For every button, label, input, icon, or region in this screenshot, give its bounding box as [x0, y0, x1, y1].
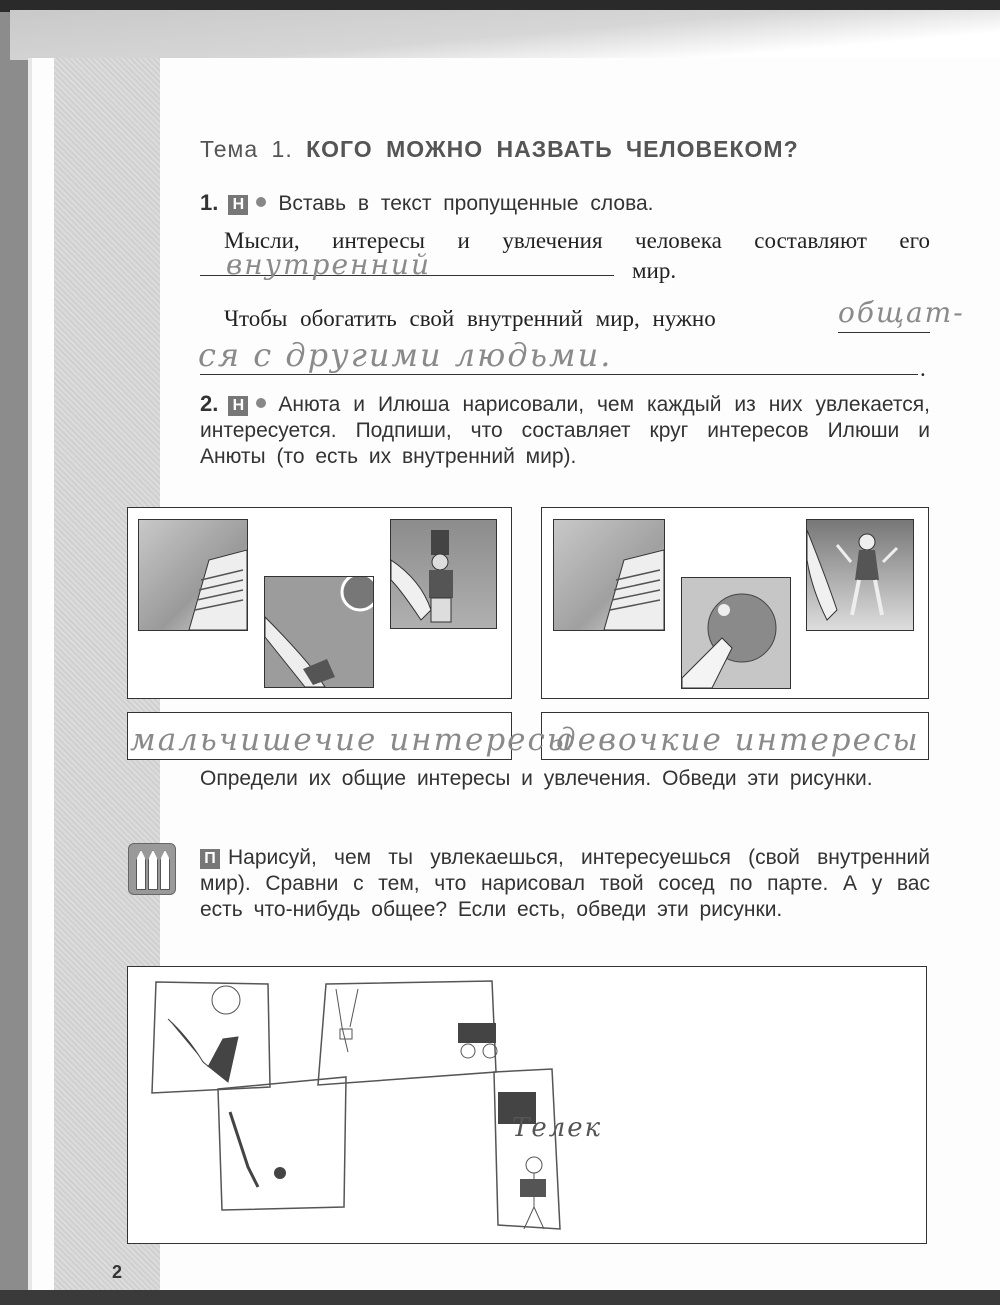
title-prefix: Тема 1.: [200, 136, 293, 162]
sketch-person-icon: [520, 1157, 546, 1229]
task2-instruction: Анюта и Илюша нарисовали, чем каждый из них увлекается, интересуется. Подпиши, что составляет круг интересов Илюши и Анюты (то есть их внутренний мир).: [200, 393, 930, 468]
task1-sentence2: Чтобы обогатить свой внутренний мир, нужно: [224, 306, 716, 331]
task1-answer1: внутренний: [226, 248, 431, 281]
task1-sentence2-end: .: [920, 356, 926, 381]
scan-edge-bottom: [0, 1290, 1000, 1305]
child-drawing-sketch: [128, 967, 926, 1243]
drawing-tv-label: Телек: [512, 1113, 603, 1143]
dancing-doll-picture: [806, 519, 914, 631]
ilyusha-pictures-frame: [127, 507, 512, 699]
task3-instruction: Нарисуй, чем ты увлекаешься, интересуешься (свой внутренний мир). Сравни с тем, что нарисовал твой сосед по парте. А у вас есть что-нибудь общее? Если есть, обведи эти рисунки.: [200, 846, 930, 921]
task1-number: 1.: [200, 190, 219, 215]
sketch-soccer-ball-icon: [212, 986, 240, 1014]
task2-followup: Определи их общие интересы и увлечения. Обведи эти рисунки.: [200, 767, 873, 790]
task1-header: [200, 190, 654, 216]
scan-page-fold: [10, 10, 1000, 60]
toy-soldier-picture: [390, 519, 497, 629]
task1-instruction: Вставь в текст пропущенные слова.: [278, 192, 654, 215]
reading-book-picture: [553, 519, 665, 631]
anyuta-label-answer: девочкие интересы: [556, 722, 920, 758]
bullet-icon: [256, 197, 266, 207]
pencils-icon: [128, 843, 176, 895]
doll-icon: [807, 520, 913, 630]
task3-block: [200, 845, 930, 923]
sketch-hockey-icon: [230, 1112, 286, 1187]
task1-answer2-line1: общат-: [838, 296, 965, 329]
task2-badge: Н: [228, 396, 248, 416]
book-icon: [554, 520, 664, 630]
title-text: КОГО МОЖНО НАЗВАТЬ ЧЕЛОВЕКОМ?: [306, 136, 799, 162]
ilyusha-label-answer: мальчишечие интересы: [130, 722, 575, 758]
soccer-ball-icon: [265, 577, 373, 687]
task2-number: 2.: [200, 391, 219, 416]
task1-badge: Н: [228, 195, 248, 215]
task1-blank2b[interactable]: [200, 374, 918, 375]
sketch-hand-icon: [336, 989, 358, 1052]
toy-soldier-icon: [391, 520, 496, 628]
beach-ball-icon: [682, 578, 790, 688]
ball-picture: [681, 577, 791, 689]
task2-block: [200, 391, 930, 470]
anyuta-pictures-frame: [541, 507, 929, 699]
drawing-area[interactable]: [127, 966, 927, 1244]
sketch-boot-icon: [168, 1019, 238, 1082]
task1-answer2-line2: ся с другими людьми.: [198, 336, 613, 374]
book-icon: [139, 520, 247, 630]
football-picture: [264, 576, 374, 688]
task1-blank2a[interactable]: [838, 332, 930, 333]
bullet-icon: [256, 398, 266, 408]
task1-sentence1-end: мир.: [632, 258, 677, 283]
page-title: [200, 136, 799, 163]
sketch-car-icon: [458, 1023, 497, 1058]
task3-badge: П: [200, 849, 220, 869]
task1-sentence1: Мысли, интересы и увлечения человека составляют его: [224, 228, 930, 253]
reading-book-picture: [138, 519, 248, 631]
page-number: 2: [112, 1262, 123, 1282]
